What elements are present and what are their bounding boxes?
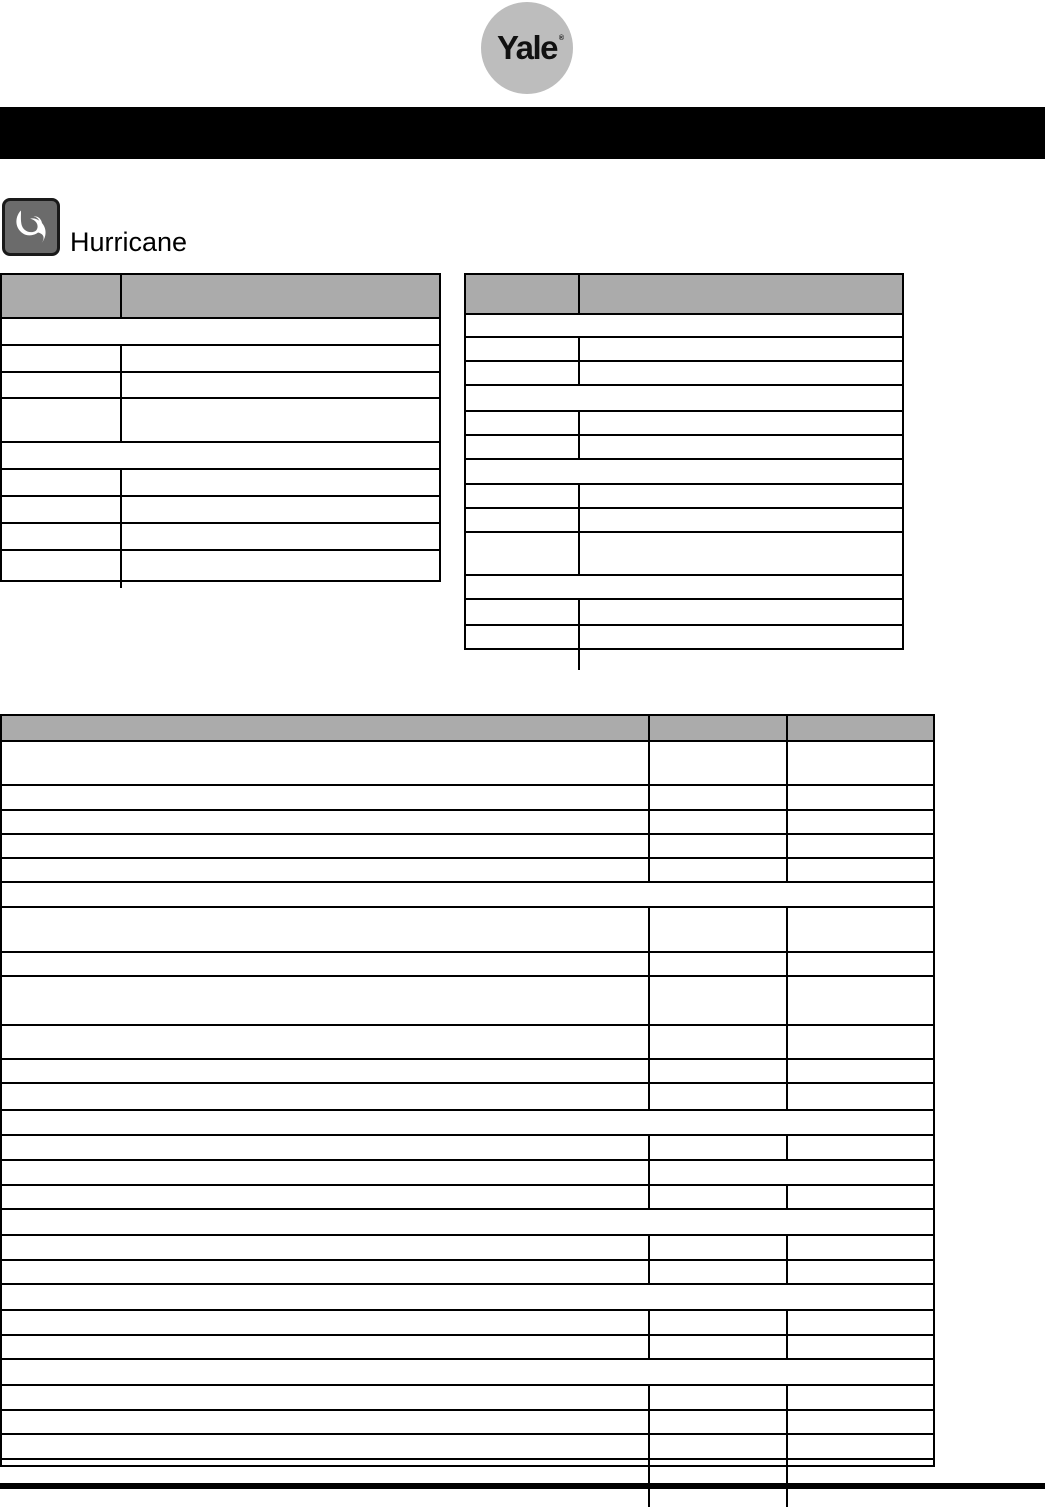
column-divider [120, 524, 122, 549]
column-divider [578, 650, 580, 670]
column-divider [648, 1136, 650, 1159]
column-divider [578, 533, 580, 574]
column-divider [578, 412, 580, 434]
table-section-row [2, 1210, 933, 1234]
table-row [2, 497, 439, 522]
column-divider [648, 1060, 650, 1082]
column-divider [120, 551, 122, 588]
column-divider [648, 1026, 650, 1058]
footer-bar [0, 1483, 1045, 1489]
table-row [466, 362, 902, 384]
table-section-row [2, 443, 439, 468]
column-divider [578, 600, 580, 624]
table-row [2, 524, 439, 549]
table-section-row [466, 386, 902, 410]
column-divider [786, 786, 788, 809]
right-spec-table [464, 273, 904, 650]
hurricane-icon [2, 198, 60, 256]
table-row [2, 859, 933, 881]
column-divider [648, 811, 650, 833]
table-row [2, 1311, 933, 1334]
column-divider [648, 1336, 650, 1358]
column-divider [786, 908, 788, 951]
table-row [2, 953, 933, 975]
column-divider [786, 1084, 788, 1109]
table-section-row [2, 1111, 933, 1134]
column-divider [786, 1435, 788, 1458]
logo-wordmark: Yale ® [496, 29, 565, 66]
column-divider [648, 977, 650, 1024]
table-row [2, 1186, 933, 1208]
table-row [466, 600, 902, 624]
table-row [2, 1336, 933, 1358]
column-divider [120, 470, 122, 495]
column-divider [578, 362, 580, 384]
table-section-row [2, 1285, 933, 1309]
column-divider [648, 1084, 650, 1109]
column-divider [120, 373, 122, 397]
table-row [2, 1026, 933, 1058]
column-divider [120, 399, 122, 441]
table-row [466, 626, 902, 648]
column-divider [648, 953, 650, 975]
table-header-row [466, 275, 902, 313]
column-divider [648, 1460, 650, 1483]
column-divider [120, 275, 122, 317]
table-row [2, 908, 933, 951]
header-fill [466, 275, 902, 313]
table-section-row [466, 315, 902, 336]
component-table [0, 714, 935, 1467]
column-divider [786, 1261, 788, 1283]
table-row [2, 1161, 933, 1184]
table-row [466, 338, 902, 360]
column-divider [648, 742, 650, 784]
column-divider [120, 497, 122, 522]
column-divider [578, 436, 580, 458]
column-divider [786, 1311, 788, 1334]
table-row [2, 346, 439, 371]
column-divider [648, 1186, 650, 1208]
left-spec-table [0, 273, 441, 582]
header-fill [2, 716, 933, 740]
column-divider [786, 716, 788, 740]
column-divider [578, 275, 580, 313]
column-divider [648, 716, 650, 740]
column-divider [786, 1236, 788, 1259]
column-divider [786, 1186, 788, 1208]
table-row [2, 1060, 933, 1082]
column-divider [648, 1161, 650, 1184]
table-row [2, 1411, 933, 1433]
table-row [2, 373, 439, 397]
column-divider [648, 835, 650, 857]
column-divider [786, 1336, 788, 1358]
table-header-row [2, 716, 933, 740]
column-divider [786, 811, 788, 833]
table-row [2, 1236, 933, 1259]
table-row [2, 470, 439, 495]
table-row [2, 399, 439, 441]
column-divider [786, 1460, 788, 1483]
column-divider [786, 1136, 788, 1159]
table-row [2, 1136, 933, 1159]
table-row [466, 412, 902, 434]
table-section-row [466, 460, 902, 483]
table-row [2, 551, 439, 588]
table-row [2, 1460, 933, 1483]
table-row [466, 533, 902, 574]
table-row [2, 835, 933, 857]
column-divider [578, 626, 580, 648]
yale-logo [481, 2, 573, 94]
column-divider [786, 835, 788, 857]
column-divider [578, 509, 580, 531]
table-row [2, 1386, 933, 1409]
table-section-row [466, 576, 902, 598]
column-divider [648, 1386, 650, 1409]
table-row [2, 786, 933, 809]
column-divider [786, 1026, 788, 1058]
table-row [2, 742, 933, 784]
column-divider [648, 1236, 650, 1259]
table-row [466, 436, 902, 458]
column-divider [648, 859, 650, 881]
column-divider [578, 338, 580, 360]
column-divider [786, 953, 788, 975]
table-row [466, 485, 902, 507]
table-row [466, 650, 902, 670]
column-divider [648, 786, 650, 809]
table-row [2, 1435, 933, 1458]
column-divider [578, 485, 580, 507]
column-divider [786, 742, 788, 784]
section-title: Hurricane [70, 227, 188, 257]
header-bar [0, 107, 1045, 159]
column-divider [648, 1261, 650, 1283]
table-section-row [2, 883, 933, 906]
table-section-row [2, 319, 439, 344]
column-divider [786, 1411, 788, 1433]
column-divider [786, 1060, 788, 1082]
column-divider [648, 908, 650, 951]
header-fill [2, 275, 439, 317]
table-section-row [2, 1360, 933, 1384]
column-divider [648, 1411, 650, 1433]
table-row [2, 1261, 933, 1283]
table-row [2, 811, 933, 833]
column-divider [786, 859, 788, 881]
column-divider [648, 1311, 650, 1334]
table-row [2, 1084, 933, 1109]
column-divider [120, 346, 122, 371]
table-row [466, 509, 902, 531]
column-divider [786, 1386, 788, 1409]
table-header-row [2, 275, 439, 317]
table-row [2, 977, 933, 1024]
column-divider [786, 977, 788, 1024]
column-divider [648, 1435, 650, 1458]
